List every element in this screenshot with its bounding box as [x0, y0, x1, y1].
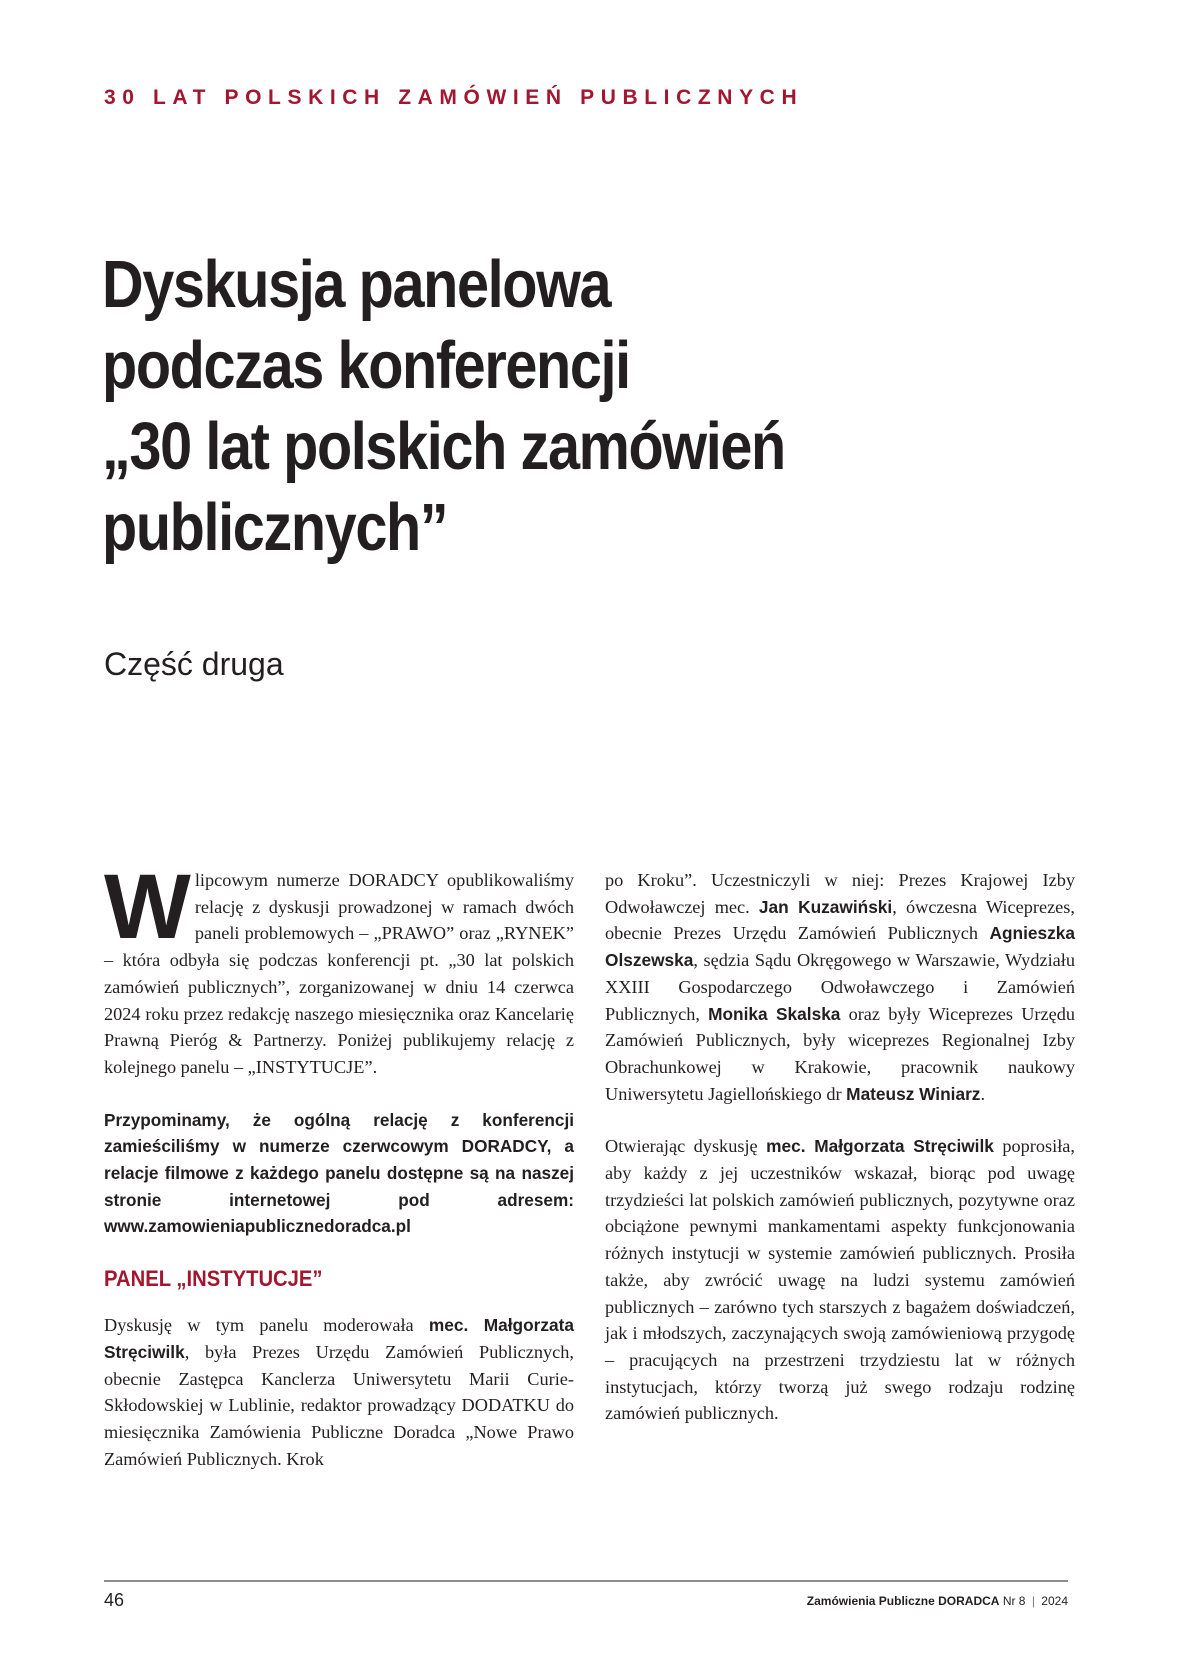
panel-text: . — [980, 1083, 986, 1104]
panelist-name: Agnieszka Olszewska — [605, 923, 1075, 971]
section-heading: PANEL „INSTYTUCJE” — [104, 1266, 323, 1292]
publication-name: Zamówienia Publiczne DORADCA — [806, 1594, 1000, 1608]
article-subtitle: Część druga — [104, 646, 284, 682]
page-number: 46 — [104, 1590, 125, 1610]
issue-number: Nr 8 — [1002, 1594, 1026, 1608]
panel-text: , ówczesna Wiceprezes, obecnie Prezes Urzędu Zamówień Publicznych — [605, 896, 1075, 944]
panelist-name: Jan Kuzawiński — [758, 896, 893, 917]
title-line: Dyskusja panelowa — [102, 247, 611, 322]
footer-publication — [807, 1594, 1068, 1608]
footer-divider — [104, 1580, 1068, 1582]
left-column — [104, 856, 574, 1472]
panel-text: , sędzia Sądu Okręgowego w Warszawie, Wydziału XXIII Gospodarczego Odwoławczego i Zamówień Publicznych, — [605, 950, 1075, 1024]
opening-text: Otwierając dyskusję — [605, 1136, 767, 1157]
panelist-name: Monika Skalska — [708, 1003, 841, 1024]
moderator-name: mec. Małgorzata Stręciwilk — [104, 1315, 574, 1362]
panel-text: po Kroku”. Uczestniczyli w niej: Prezes Krajowej Izby Odwoławczej mec. — [605, 870, 1075, 917]
title-line: „30 lat polskich zamówień — [102, 409, 785, 484]
panel-paragraph-start — [104, 1312, 574, 1472]
intro-paragraph — [104, 856, 574, 1081]
opening-paragraph — [605, 1133, 1075, 1427]
title-line: publicznych” — [102, 490, 448, 565]
panel-text: , była Prezes Urzędu Zamówień Publicznych, obecnie Zastępca Kanclerza Uniwersytetu Marii Curie-Skłodowskiej w Lublinie, redaktor prowadzący DODATKU do miesięcznika Zamówienia Publiczne Doradca „Nowe Prawo Zamówień Publicznych. Krok — [104, 1341, 574, 1469]
panelist-name: Mateusz Winiarz — [846, 1083, 981, 1104]
moderator-name: mec. Małgorzata Stręciwilk — [766, 1136, 994, 1157]
issue-year: 2024 — [1041, 1594, 1068, 1608]
title-line: podczas konferencji — [102, 328, 630, 403]
reminder-paragraph: Przypominamy, że ogólną relację z konferencji zamieściliśmy w numerze czerwcowym DORADCY, a relacje filmowe z każdego panelu dostępne są na naszej stronie internetowej pod adresem: www.zamowieniapublicznedoradca.pl — [104, 1109, 574, 1237]
footer-separator: | — [1031, 1594, 1035, 1608]
panel-text: Dyskusję w tym panelu moderowała — [104, 1315, 429, 1336]
drop-cap: W — [104, 856, 187, 958]
panel-text: oraz były Wiceprezes Urzędu Zamówień Publicznych, były wiceprezes Regionalnej Izby Obrachunkowej w Krakowie, pracownik naukowy Uniwersytetu Jagiellońskiego dr — [605, 1003, 1075, 1104]
section-kicker: 30 LAT POLSKICH ZAMÓWIEŃ PUBLICZNYCH — [104, 86, 804, 109]
panel-paragraph-cont — [605, 867, 1075, 1107]
right-column — [605, 867, 1075, 1427]
article-title — [102, 244, 876, 568]
intro-text: lipcowym numerze DORADCY opublikowaliśmy relację z dyskusji prowadzonej w ramach dwóch paneli problemowych – „PRAWO” oraz „RYNEK” – która odbyła się podczas konferencji pt. „30 lat polskich zamówień publicznych”, zorganizowanej w dniu 14 czerwca 2024 roku przez redakcję naszego miesięcznika oraz Kancelarię Prawną Pieróg & Partnerzy. Poniżej publikujemy relację z kolejnego panelu – „INSTYTUCJE”. — [104, 870, 574, 1077]
opening-text: poprosiła, aby każdy z jej uczestników wskazał, biorąc pod uwagę trzydzieści lat polskich zamówień publicznych, pozytywne oraz obciążone pewnymi mankamentami aspekty funkcjonowania różnych instytucji w systemie zamówień publicznych. Prosiła także, aby zwrócić uwagę na ludzi systemu zamówień publicznych – zarówno tych starszych z bagażem doświadczeń, jak i młodszych, zaczynających swoją zamówieniową przygodę – pracujących na przestrzeni trzydziestu lat w różnych instytucjach, którzy tworzą już swego rodzaju rodzinę zamówień publicznych. — [605, 1136, 1075, 1424]
